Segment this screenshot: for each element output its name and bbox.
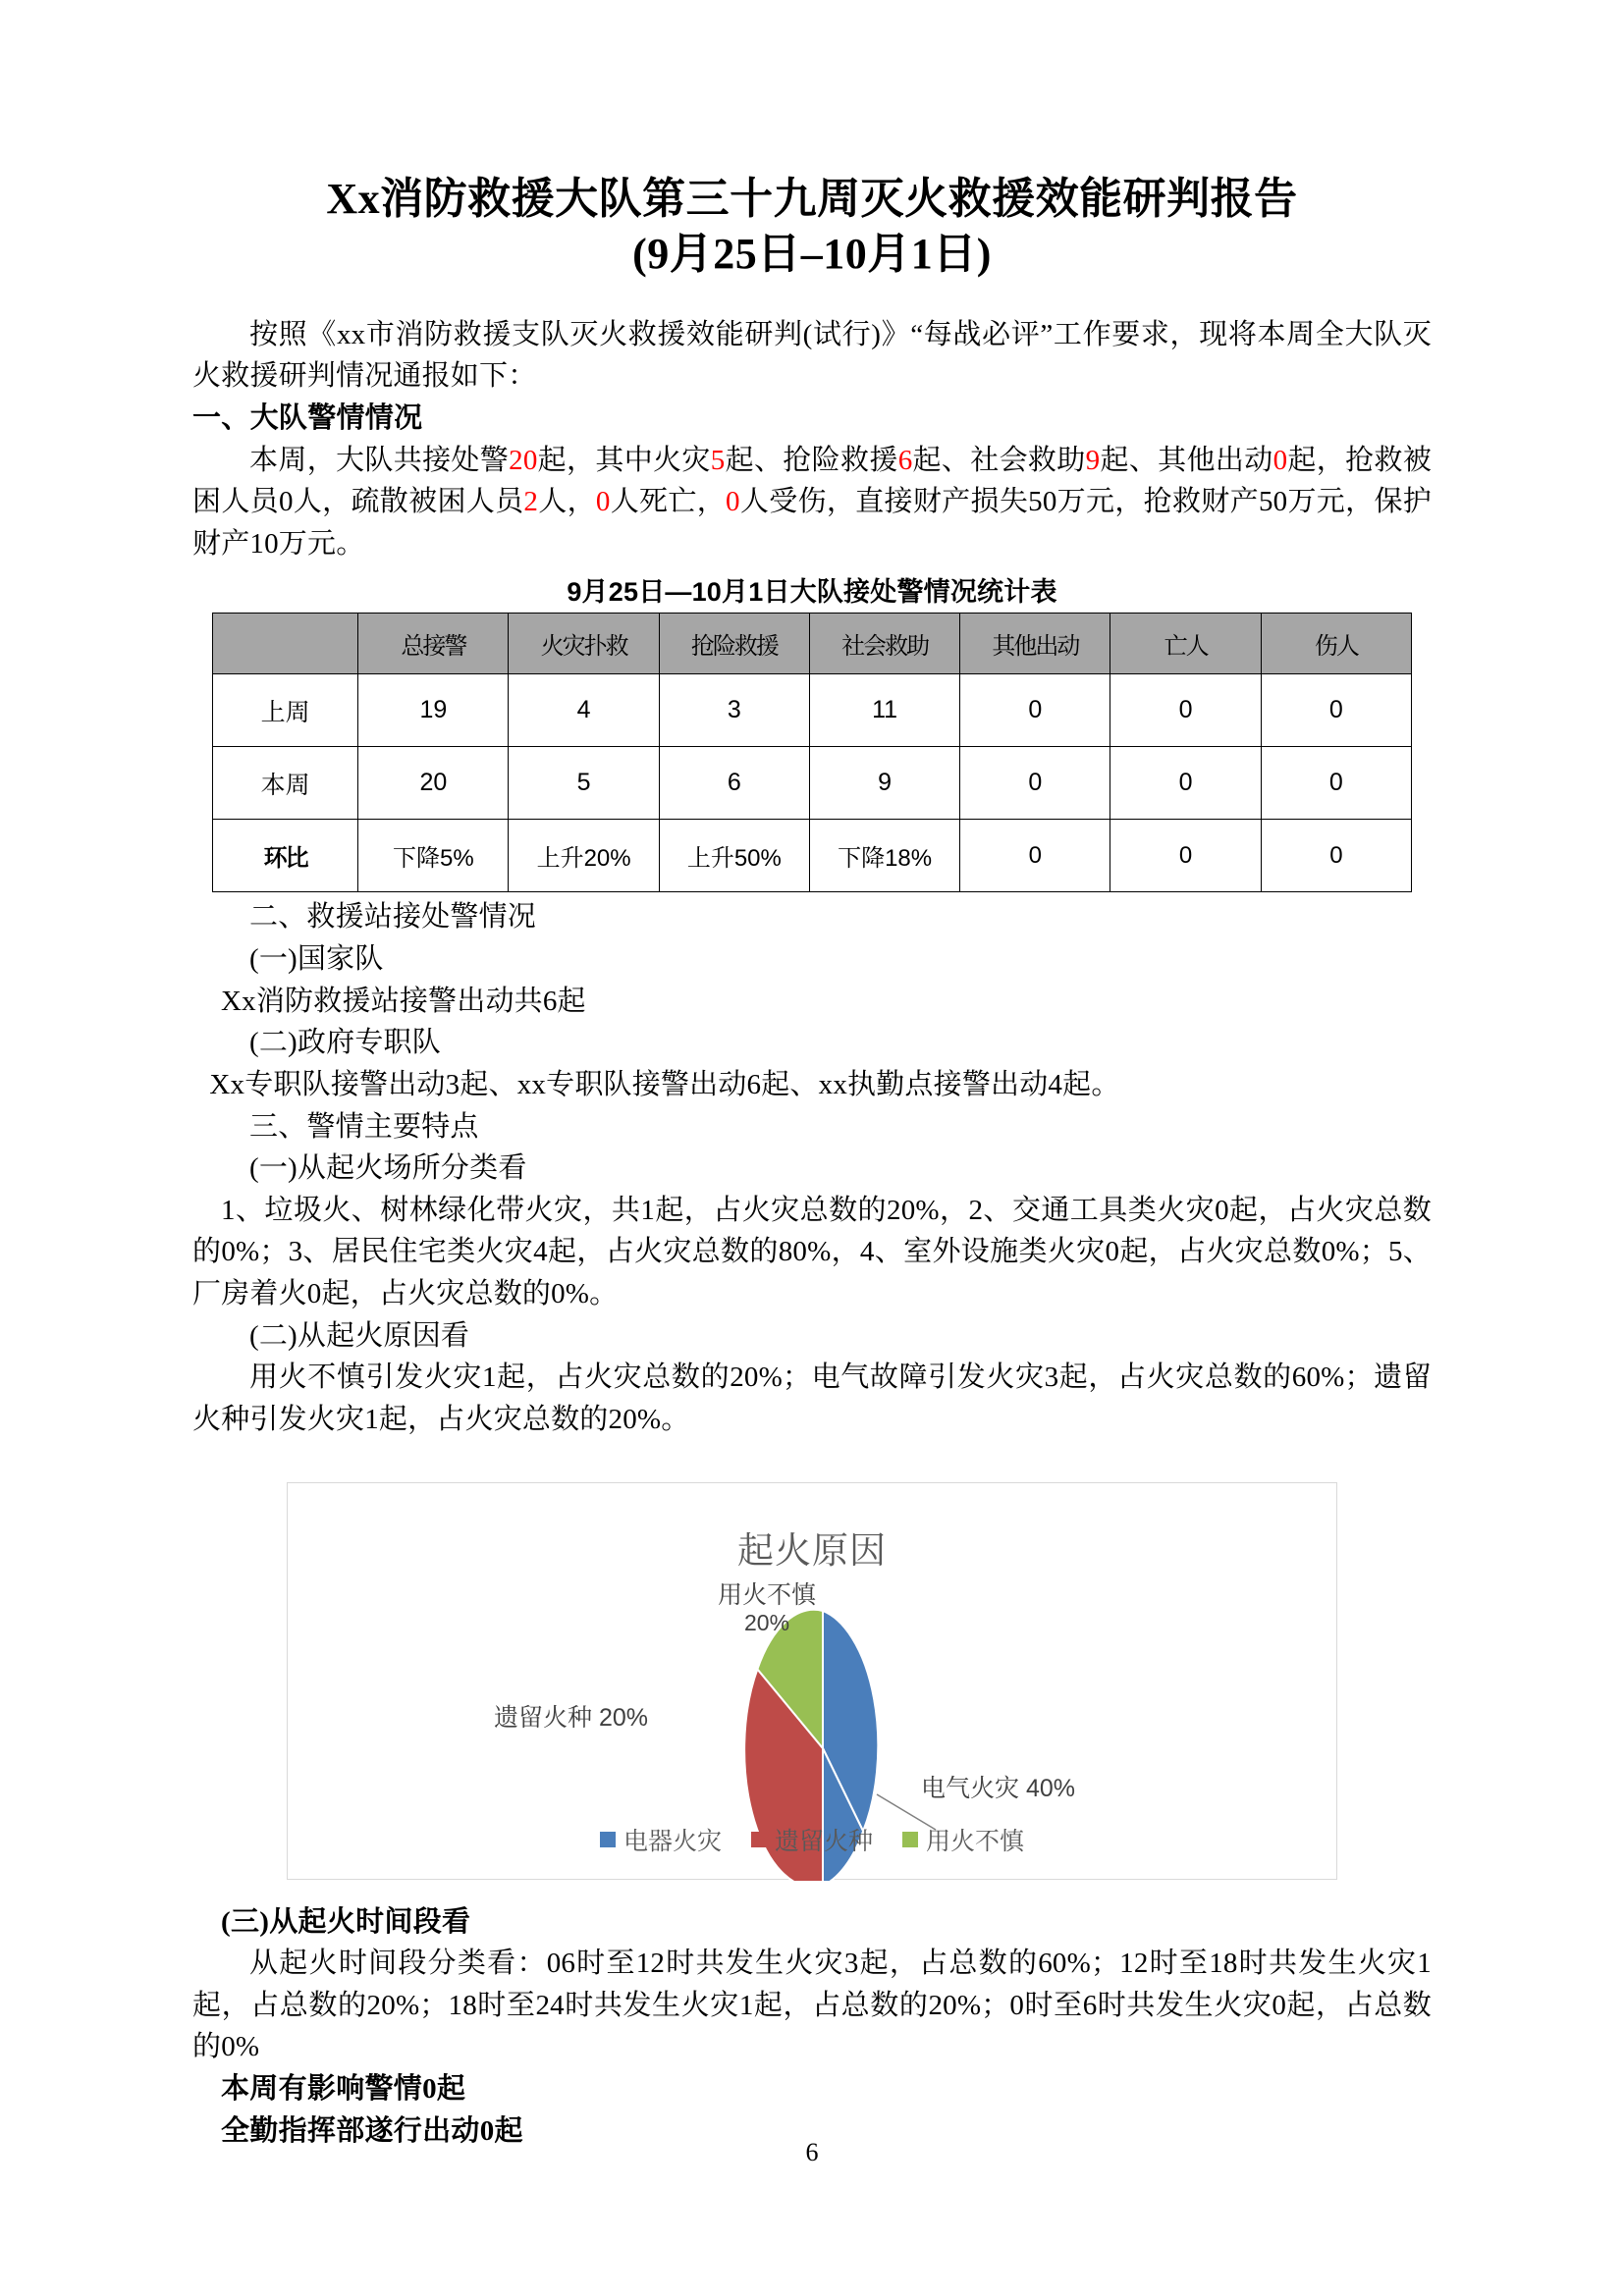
table-caption: 9月25日—10月1日大队接处警情况统计表 (567, 577, 1057, 608)
section-3-note-2: 全勤指挥部遂行出动0起 (221, 2114, 523, 2147)
table-row (213, 820, 1412, 892)
cell-lastweek-fire: 4 (509, 674, 659, 747)
section-3-sub3-heading: (三)从起火时间段看 (221, 1905, 471, 1938)
cell-lastweek-rescue: 3 (659, 674, 809, 747)
legend-swatch-icon (902, 1832, 918, 1847)
s1-other-count: 0 (1272, 444, 1288, 476)
cell-change-social: 下降18% (809, 820, 959, 892)
intro-paragraph: 按照《xx市消防救援支队灭火救援效能研判(试行)》“每战必评”工作要求，现将本周全大队灭火救援研判情况通报如下： (192, 318, 1432, 393)
alarm-statistics-table (212, 613, 1412, 892)
table-header-row (213, 614, 1412, 674)
section-2-sub2-text: Xx专职队接警出动3起、xx专职队接警出动6起、xx执勤点接警出动4起。 (209, 1068, 1120, 1100)
cell-change-total: 下降5% (358, 820, 509, 892)
section-3-sub1-text: 1、垃圾火、树林绿化带火灾，共1起，占火灾总数的20%，2、交通工具类火灾0起，占火灾总数的0%；3、居民住宅类火灾4起，占火灾总数的80%，4、室外设施类火灾0起，占火灾总数0%；5、厂房着火0起，占火灾总数的0%。 (192, 1194, 1432, 1309)
legend-item-electrical (600, 1822, 722, 1857)
s1-fire-count: 5 (710, 444, 726, 476)
chart-title: 起火原因 (737, 1529, 887, 1571)
s1-injury-count: 0 (726, 486, 740, 518)
table-row (213, 674, 1412, 747)
cell-thisweek-other: 0 (960, 747, 1110, 820)
title-line-1: Xx消防救援大队第三十九周灭火救援效能研判报告 (326, 175, 1298, 223)
cell-thisweek-deaths: 0 (1110, 747, 1261, 820)
fire-cause-chart (287, 1482, 1337, 1880)
section-3-sub3-text: 从起火时间段分类看：06时至12时共发生火灾3起，占总数的60%；12时至18时共发生火灾1起，占总数的20%；18时至24时共发生火灾1起，占总数的20%；0时至6时共发生火灾0起，占总数的0% (192, 1948, 1432, 2063)
chart-legend (288, 1822, 1336, 1857)
section-3-sub2-text: 用火不慎引发火灾1起，占火灾总数的20%；电气故障引发火灾3起，占火灾总数的60%；遗留火种引发火灾1起，占火灾总数的20%。 (192, 1362, 1432, 1435)
table-header-total: 总接警 (358, 614, 509, 674)
s1-t9: 人受伤，直接财产损失50万元，抢救财产50万元，保护财产10万元。 (192, 486, 1432, 560)
s1-t1: 本周，大队共接处警 (249, 444, 510, 476)
section-2-sub2-heading: (二)政府专职队 (249, 1027, 441, 1059)
pie-label-electrical-fire: 电气火灾 40% (921, 1774, 1075, 1802)
cell-lastweek-social: 11 (809, 674, 959, 747)
s1-evacuated-count: 2 (523, 486, 539, 518)
s1-t8: 人死亡， (610, 486, 727, 518)
section-3-sub1-heading: (一)从起火场所分类看 (249, 1152, 527, 1185)
table-row (213, 747, 1412, 820)
page-number: 6 (805, 2138, 819, 2166)
cell-lastweek-injuries: 0 (1261, 674, 1411, 747)
row-label-last-week: 上周 (213, 674, 358, 747)
section-1-heading: 一、大队警情情况 (192, 401, 423, 434)
section-3-note-1: 本周有影响警情0起 (221, 2073, 466, 2105)
s1-total-alarms: 20 (509, 444, 538, 476)
s1-t2: 起，其中火灾 (537, 444, 711, 476)
table-header-social-aid: 社会救助 (809, 614, 959, 674)
s1-t5: 起、其他出动 (1100, 444, 1273, 476)
cell-thisweek-injuries: 0 (1261, 747, 1411, 820)
table-header-deaths: 亡人 (1110, 614, 1261, 674)
row-label-change: 环比 (213, 820, 358, 892)
cell-thisweek-fire: 5 (509, 747, 659, 820)
table-header-fire: 火灾扑救 (509, 614, 659, 674)
row-label-this-week: 本周 (213, 747, 358, 820)
page-content (192, 172, 1432, 2152)
pie-label-careless-fire (718, 1581, 816, 1637)
s1-t4: 起、社会救助 (912, 444, 1086, 476)
legend-label-careless: 用火不慎 (926, 1827, 1025, 1855)
s1-t6: 起，抢救被困人员0人，疏散被困人员 (192, 444, 1433, 518)
pie-label-careless-fire-name: 用火不慎 (718, 1580, 817, 1609)
legend-item-careless (902, 1822, 1024, 1857)
table-header-other-dispatch: 其他出动 (960, 614, 1110, 674)
legend-swatch-icon (751, 1832, 767, 1847)
pie-label-leftover-fire: 遗留火种 20% (494, 1703, 648, 1732)
s1-t7: 人， (538, 486, 596, 518)
legend-label-electrical: 电器火灾 (623, 1827, 722, 1855)
pie-label-careless-fire-pct: 20% (743, 1610, 790, 1635)
s1-t3: 起、抢险救援 (725, 444, 898, 476)
section-1-paragraph (192, 440, 1432, 565)
cell-change-fire: 上升20% (509, 820, 659, 892)
page-title (192, 172, 1432, 283)
table-header-injuries: 伤人 (1261, 614, 1411, 674)
table-header-blank (213, 614, 358, 674)
section-3-sub2-heading: (二)从起火原因看 (249, 1319, 470, 1352)
cell-change-injuries: 0 (1261, 820, 1411, 892)
cell-thisweek-rescue: 6 (659, 747, 809, 820)
s1-rescue-count: 6 (897, 444, 913, 476)
legend-swatch-icon (600, 1832, 616, 1847)
cell-lastweek-other: 0 (960, 674, 1110, 747)
cell-thisweek-social: 9 (809, 747, 959, 820)
table-header-emergency-rescue: 抢险救援 (659, 614, 809, 674)
legend-item-leftover (751, 1822, 873, 1857)
cell-change-deaths: 0 (1110, 820, 1261, 892)
legend-label-leftover: 遗留火种 (774, 1827, 873, 1855)
section-2-sub1-text: Xx消防救援站接警出动共6起 (221, 985, 586, 1017)
cell-lastweek-total: 19 (358, 674, 509, 747)
cell-thisweek-total: 20 (358, 747, 509, 820)
title-line-2: (9月25日–10月1日) (632, 230, 992, 279)
section-2-sub1-heading: (一)国家队 (249, 943, 384, 975)
s1-death-count: 0 (595, 486, 611, 518)
section-3-heading: 三、警情主要特点 (249, 1110, 479, 1143)
cell-change-other: 0 (960, 820, 1110, 892)
section-2-heading: 二、救援站接处警情况 (249, 901, 537, 934)
s1-social-aid-count: 9 (1085, 444, 1101, 476)
cell-lastweek-deaths: 0 (1110, 674, 1261, 747)
cell-change-rescue: 上升50% (659, 820, 809, 892)
